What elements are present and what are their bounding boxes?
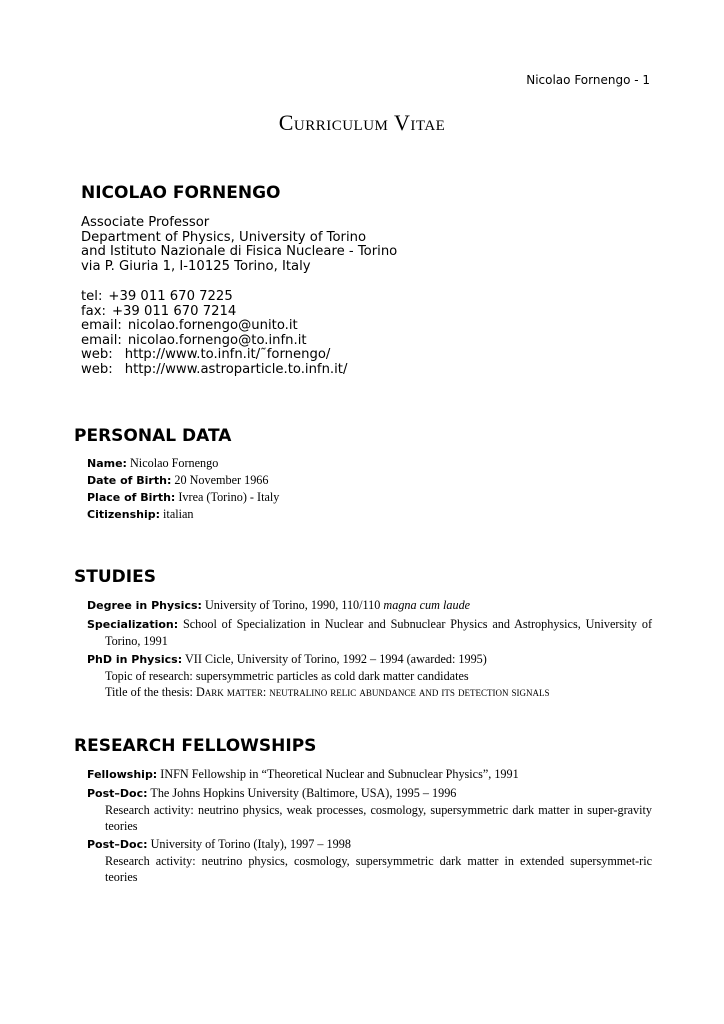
- address-line: Department of Physics, University of Torino: [81, 229, 367, 245]
- section-heading-studies: STUDIES: [74, 567, 156, 587]
- page-title: Curriculum Vitae: [278, 110, 446, 135]
- contact-tel: tel: +39 011 670 7225: [81, 289, 233, 304]
- contact-email: email: nicolao.fornengo@to.infn.it: [81, 332, 307, 348]
- study-specialization: Specialization: School of Specialization in Nuclear and Subnuclear Physics and Astrophysics, University of Torino, 1991: [87, 617, 653, 648]
- personal-item: Citizenship: italian: [87, 507, 194, 521]
- section-heading-fellowships: RESEARCH FELLOWSHIPS: [74, 736, 317, 756]
- personal-data-list: [87, 455, 652, 523]
- postdoc-activity: Research activity: neutrino physics, cosmology, supersymmetric dark matter in extended supersymmet-ric teories: [105, 854, 652, 884]
- phd-topic: Topic of research: supersymmetric particles as cold dark matter candidates: [105, 669, 469, 683]
- postdoc-item: Post–Doc: The Johns Hopkins University (Baltimore, USA), 1995 – 1996 Research activity: neutrino physics, weak processes, cosmology, supersymmetric dark matter in super-gravity teories: [87, 786, 652, 833]
- contact-web: web: http://www.astroparticle.to.infn.it/: [81, 361, 348, 377]
- fellowships-list: [87, 766, 652, 887]
- address-line: via P. Giuria 1, I-10125 Torino, Italy: [81, 258, 311, 274]
- contact-fax: fax: +39 011 670 7214: [81, 303, 237, 319]
- address-line: and Istituto Nazionale di Fisica Nucleare - Torino: [81, 244, 398, 260]
- fellowship-item: Fellowship: INFN Fellowship in “Theoretical Nuclear and Subnuclear Physics”, 1991: [87, 767, 519, 781]
- postdoc-activity: Research activity: neutrino physics, weak processes, cosmology, supersymmetric dark matter in super-gravity teories: [105, 803, 652, 833]
- web-link[interactable]: http://www.astroparticle.to.infn.it/: [124, 361, 348, 377]
- web-link[interactable]: http://www.to.infn.it/˜fornengo/: [124, 347, 331, 363]
- running-head: Nicolao Fornengo - 1: [526, 73, 650, 87]
- email-link[interactable]: nicolao.fornengo@unito.it: [127, 318, 298, 334]
- personal-item: Place of Birth: Ivrea (Torino) - Italy: [87, 490, 280, 504]
- contact-email: email: nicolao.fornengo@unito.it: [81, 318, 298, 334]
- postdoc-item: Post–Doc: University of Torino (Italy), 1997 – 1998 Research activity: neutrino physics, cosmology, supersymmetric dark matter in extended supersymmet-ric teories: [87, 837, 652, 884]
- email-link[interactable]: nicolao.fornengo@to.infn.it: [127, 332, 307, 348]
- contact-web: web: http://www.to.infn.it/˜fornengo/: [81, 347, 331, 363]
- studies-list: [87, 597, 652, 702]
- person-name: NICOLAO FORNENGO: [81, 183, 281, 203]
- address-line: Associate Professor: [81, 215, 210, 230]
- personal-item: Name: Nicolao Fornengo: [87, 456, 219, 470]
- address-block: [81, 216, 397, 274]
- section-heading-personal: PERSONAL DATA: [74, 426, 232, 446]
- phd-thesis: Title of the thesis: Dark matter: neutralino relic abundance and its detection signals: [105, 685, 550, 699]
- personal-item: Date of Birth: 20 November 1966: [87, 473, 269, 487]
- study-phd: PhD in Physics: VII Cicle, University of Torino, 1992 – 1994 (awarded: 1995) Topic of research: supersymmetric particles as cold dark matter candidates Title of the thesis: Dark matter: neutralino relic abundance and its detection signals: [87, 651, 652, 700]
- contact-block: [81, 290, 347, 378]
- study-degree: Degree in Physics: University of Torino, 1990, 110/110 magna cum laude: [87, 598, 471, 612]
